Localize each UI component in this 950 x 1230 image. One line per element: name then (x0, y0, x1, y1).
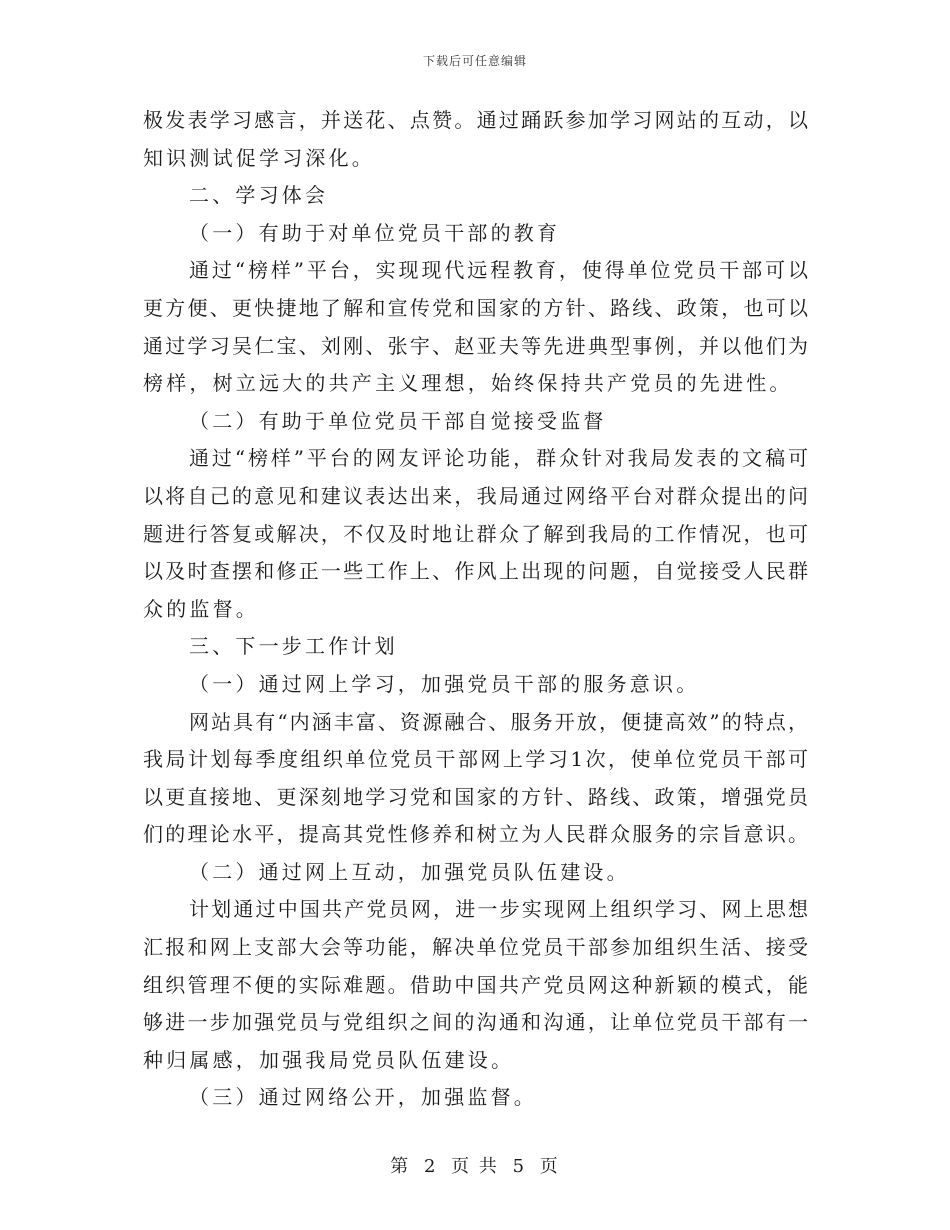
page-prefix: 第 (390, 1156, 411, 1177)
subsection-heading: （一）有助于对单位党员干部的教育 (189, 220, 561, 245)
body-line: 极发表学习感言，并送花、点赞。通过踊跃参加学习网站的互动，以 (143, 108, 808, 132)
section-heading: 二、学习体会 (189, 183, 329, 208)
document-body (143, 102, 808, 1117)
subsection-heading: （三）通过网络公开，加强监督。 (189, 1085, 537, 1110)
body-line: 以及时查摆和修正一些工作上、作风上出现的问题，自觉接受人民群 (143, 559, 808, 584)
body-line: 网站具有“内涵丰富、资源融合、服务开放，便捷高效”的特点， (189, 709, 808, 734)
body-line: 以更直接地、更深刻地学习党和国家的方针、路线、政策，增强党员 (143, 784, 808, 809)
body-line: 题进行答复或解决，不仅及时地让群众了解到我局的工作情况，也可 (143, 521, 808, 546)
body-line: 计划通过中国共产党员网，进一步实现网上组织学习、网上思想 (189, 897, 808, 922)
body-line: 通过“榜样”平台的网友评论功能，群众针对我局发表的文稿可 (189, 446, 808, 471)
body-line: 通过“榜样”平台，实现现代远程教育，使得单位党员干部可以 (189, 258, 808, 283)
body-line: 汇报和网上支部大会等功能，解决单位党员干部参加组织生活、接受 (143, 935, 808, 960)
body-line: 种归属感，加强我局党员队伍建设。 (143, 1047, 515, 1072)
page-mid: 页 共 (451, 1156, 499, 1177)
body-line: 众的监督。 (143, 596, 259, 621)
body-line: 够进一步加强党员与党组织之间的沟通和沟通，让单位党员干部有一 (143, 1010, 808, 1035)
body-line: 我局计划每季度组织单位党员干部网上学习1次，使单位党员干部可 (143, 747, 808, 772)
body-line: 更方便、更快捷地了解和宣传党和国家的方针、路线、政策，也可以 (143, 295, 808, 320)
subsection-heading: （二）通过网上互动，加强党员队伍建设。 (189, 859, 630, 884)
page-total: 5 (512, 1156, 527, 1177)
section-heading: 三、下一步工作计划 (189, 634, 398, 659)
page-header: 下载后可任意编辑 (422, 54, 527, 68)
page-current: 2 (423, 1156, 438, 1177)
body-line: 榜样，树立远大的共产主义理想，始终保持共产党员的先进性。 (143, 371, 793, 396)
page-footer (0, 1152, 950, 1178)
subsection-heading: （一）通过网上学习，加强党员干部的服务意识。 (189, 671, 700, 696)
body-line: 组织管理不便的实际难题。借助中国共产党员网这种新颖的模式，能 (143, 972, 808, 997)
subsection-heading: （二）有助于单位党员干部自觉接受监督 (189, 408, 607, 433)
page-suffix: 页 (539, 1156, 560, 1177)
body-line: 知识测试促学习深化。 (143, 145, 375, 170)
body-line: 通过学习吴仁宝、刘刚、张宇、赵亚夫等先进典型事例，并以他们为 (143, 333, 808, 358)
body-line: 以将自己的意见和建议表达出来，我局通过网络平台对群众提出的问 (143, 483, 808, 508)
body-line: 们的理论水平，提高其党性修养和树立为人民群众服务的宗旨意识。 (143, 822, 808, 847)
